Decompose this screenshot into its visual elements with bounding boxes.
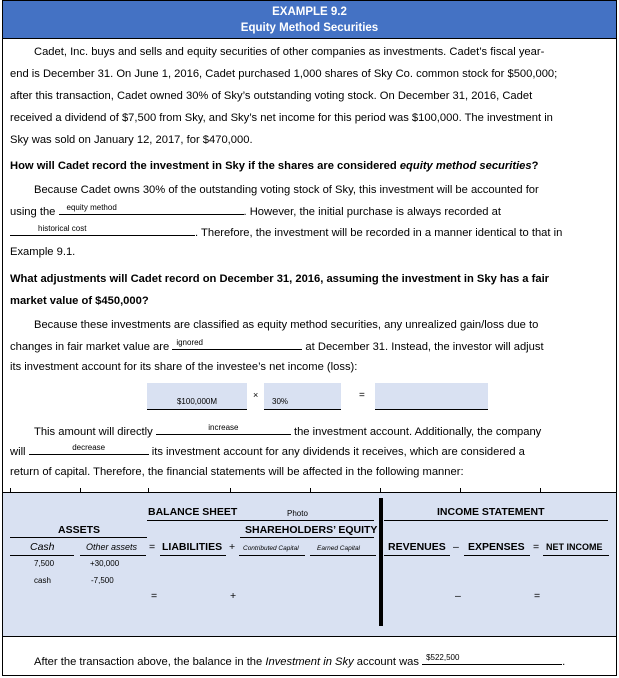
question-1 [10,156,538,176]
decrease-blank[interactable] [29,441,149,455]
photo-label: Photo [287,509,308,518]
ownership-percent-input[interactable] [264,383,341,410]
cash-column-rule [10,555,74,556]
other-assets-column-rule [80,555,146,556]
blank-answer: equity method [66,203,117,212]
blank-answer: increase [208,423,239,432]
balance-blank[interactable] [422,651,562,665]
contributed-capital-column-rule [239,555,305,556]
conclusion-suffix: . [562,656,566,668]
liabilities-label: LIABILITIES [162,541,223,553]
equals-sign-2: = [533,541,540,553]
net-income-value: $100,000M [176,397,218,406]
q2c-line2-suffix: its investment account for any dividends it receives, which are considered a [151,446,525,458]
equity-method-blank[interactable] [59,201,244,215]
intro-line: Cadet, Inc. buys and sells and equity securities of other companies as investments. Cadet’s fiscal year- [34,46,545,58]
rule [10,537,147,538]
q2-line2-suffix: at December 31. Instead, the investor will adjust [305,341,544,353]
q2c-line-2 [10,441,525,462]
question-1-text: How will Cadet record the investment in Sky if the shares are considered [10,160,400,172]
q2c-line-3: return of capital. Therefore, the financial statements will be affected in the following manner: [10,466,464,478]
q1-line3-suffix: . Therefore, the investment will be recorded in a manner identical to that in [195,227,563,239]
contributed-capital-label: Contributed Capital [243,545,299,552]
revenues-label: REVENUES [388,541,446,553]
q1-line-3 [10,222,562,243]
statement-divider [379,498,383,626]
intro-line: Sky was sold on January 12, 2017, for $470,000. [10,134,253,146]
net-income-label: NET INCOME [546,542,603,552]
intro-line: end is December 31. On June 1, 2016, Cadet purchased 1,000 shares of Sky Co. common stock for $500,000; [10,68,558,80]
q1-line2-suffix: . However, the initial purchase is always recorded at [243,206,501,218]
balance-sheet-label: BALANCE SHEET [148,506,238,518]
earned-capital-column-rule [310,555,376,556]
expenses-label: EXPENSES [468,541,525,553]
question-2-line-2: market value of $450,000? [10,295,149,307]
assets-label: ASSETS [58,524,101,536]
conclusion-middle: account was [353,656,419,668]
q2c-line1-suffix: the investment account. Additionally, the company [293,426,542,438]
conclusion-line [34,651,565,672]
rule [147,520,244,521]
rule [240,537,374,538]
q1-line-4: Example 9.1. [10,246,76,258]
ignored-blank[interactable] [172,336,302,350]
q1-line2-prefix: using the [10,206,56,218]
equals-sign: = [149,541,156,553]
rule [240,520,374,521]
other-assets-label: Other assets [86,542,138,552]
question-1-suffix: ? [531,160,539,172]
equals-symbol: = [359,390,365,401]
result-input[interactable] [375,383,488,410]
q2c-line1-prefix: This amount will directly [34,426,153,438]
question-1-italic: equity method securities [399,160,532,172]
plus-sign: + [229,541,236,553]
blank-answer: historical cost [38,224,87,233]
q2-line-1: Because these investments are classified as equity method securities, any unrealized gain/loss due to [34,319,539,331]
q1-line-1: Because Cadet owns 30% of the outstanding voting stock of Sky, this investment will be accounted for [34,184,539,196]
question-2-line-1: What adjustments will Cadet record on December 31, 2016, assuming the investment in Sky has a fair [10,273,550,285]
conclusion-account-name: Investment in Sky [265,656,354,668]
cash-value[interactable]: cash [34,576,51,585]
shareholders-equity-label: SHAREHOLDERS’ EQUITY [245,524,378,536]
row-plus: + [230,590,237,602]
blank-answer: ignored [176,338,203,347]
example-title: Equity Method Securities [240,22,379,34]
historical-cost-blank[interactable] [10,222,195,236]
intro-line: after this transaction, Cadet owned 30% of Sky’s outstanding voting stock. On December 31, 2016, Cadet [10,90,533,102]
expenses-column-rule [464,555,530,556]
row-equals-2: = [534,590,541,602]
q2-line-2 [10,336,544,357]
other-assets-value[interactable]: -7,500 [91,576,114,585]
income-statement-label: INCOME STATEMENT [437,506,545,518]
q2c-line2-prefix: will [10,446,26,458]
example-header [2,0,617,39]
net-income-column-rule [543,555,609,556]
row-minus: – [455,590,461,602]
q2-line-3: its investment account for its share of the investee’s net income (loss): [10,361,358,373]
earned-capital-label: Earned Capital [317,545,360,552]
blank-answer: decrease [72,443,106,452]
liabilities-column-rule [160,555,226,556]
times-symbol: × [253,390,259,400]
cash-label: Cash [30,541,55,553]
cash-value[interactable]: 7,500 [34,559,55,568]
revenues-column-rule [384,555,450,556]
other-assets-value[interactable]: +30,000 [90,559,120,568]
minus-sign: – [453,541,459,553]
rule [384,520,608,521]
increase-blank[interactable] [156,421,291,435]
ownership-percent-value: 30% [272,397,289,406]
intro-line: received a dividend of $7,500 from Sky, and Sky’s net income for this period was $100,000. The investment in [10,112,553,124]
conclusion-prefix: After the transaction above, the balance in the [34,656,266,668]
blank-answer: $522,500 [426,653,460,662]
row-equals: = [151,590,158,602]
net-income-input[interactable] [147,383,247,410]
q2-line2-prefix: changes in fair market value are [10,341,170,353]
example-label: EXAMPLE 9.2 [272,6,347,18]
